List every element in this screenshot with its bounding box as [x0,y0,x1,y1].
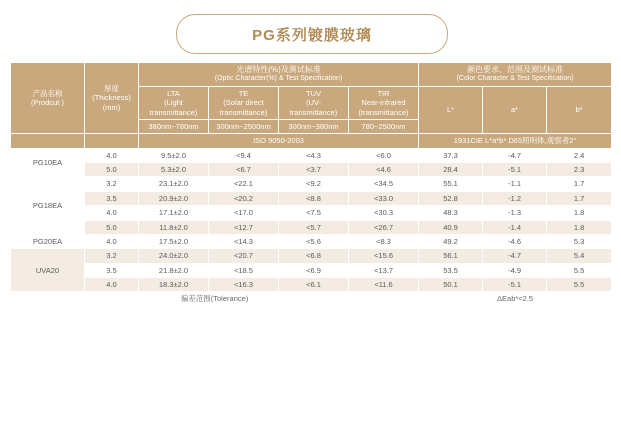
cell-a-star: -1.2 [483,191,547,205]
cell-product-name: PG10EA [11,148,85,177]
header-product [11,63,85,134]
cell-b-star: 5.4 [547,249,612,263]
cell-thickness: 3.5 [85,263,139,277]
table-row [11,278,612,292]
cell-a-star: -5.1 [483,278,547,292]
cell-lta: 17.5±2.0 [139,234,209,248]
page-title-badge [176,14,448,54]
header-row-standards [11,134,612,148]
table-body [11,148,612,292]
cell-thickness: 4.0 [85,234,139,248]
header-tuv-line1: TUV [306,88,321,98]
header-group-color [419,63,612,87]
cell-tir: <8.3 [349,234,419,248]
header-product-line1: 产品名称 [32,88,63,98]
cell-te: <17.0 [209,206,279,220]
cell-l-star: 50.1 [419,278,483,292]
cell-b-star: 2.3 [547,163,612,177]
cell-thickness: 5.0 [85,163,139,177]
cell-l-star: 37.3 [419,148,483,162]
cell-thickness: 5.0 [85,220,139,234]
cell-te: <22.1 [209,177,279,191]
cell-tir: <26.7 [349,220,419,234]
cell-te: <9.4 [209,148,279,162]
cell-thickness: 3.2 [85,249,139,263]
table-row [11,191,612,205]
table-head [11,63,612,149]
cell-lta: 5.3±2.0 [139,163,209,177]
cell-a-star: -1.4 [483,220,547,234]
cell-tir: <13.7 [349,263,419,277]
cell-tuv: <4.3 [279,148,349,162]
cell-lta: 9.5±2.0 [139,148,209,162]
cell-tuv: <7.5 [279,206,349,220]
header-lta-line1: LTA [167,88,180,98]
header-tir-line1: TIR [377,88,390,98]
table-foot [11,292,612,306]
cell-lta: 21.8±2.0 [139,263,209,277]
spec-table [10,62,612,307]
header-tir [349,86,419,119]
cell-tir: <11.6 [349,278,419,292]
header-te-line2: (Solar direct [223,98,264,108]
header-tuv-line3: transmittance) [289,107,338,117]
cell-b-star: 5.5 [547,263,612,277]
cell-product-name: PG18EA [11,177,85,235]
cell-tuv: <3.7 [279,163,349,177]
cell-lta: 17.1±2.0 [139,206,209,220]
cell-l-star: 40.9 [419,220,483,234]
cell-lta: 11.8±2.0 [139,220,209,234]
cell-te: <18.5 [209,263,279,277]
header-te-line1: TE [238,88,249,98]
cell-l-star: 52.8 [419,191,483,205]
header-tir-line2: Near-infrared [361,98,406,108]
cell-b-star: 5.5 [547,278,612,292]
header-tuv-line2: (UV- [306,98,321,108]
cell-l-star: 48.3 [419,206,483,220]
cell-a-star: -5.1 [483,163,547,177]
cell-tir: <4.6 [349,163,419,177]
header-a-star: a* [483,86,547,134]
header-tir-line3: (transmittance) [358,107,409,117]
header-lta-line2: (Light [164,98,183,108]
table-row [11,148,612,162]
cell-product-name: UVA20 [11,249,85,292]
cell-l-star: 55.1 [419,177,483,191]
cell-lta: 24.0±2.0 [139,249,209,263]
header-product-line2: (Prodcut ) [31,98,64,108]
header-te [209,86,279,119]
cell-te: <12.7 [209,220,279,234]
header-standard-spacer1 [11,134,85,148]
header-group-optic [139,63,419,87]
cell-a-star: -4.7 [483,148,547,162]
cell-thickness: 4.0 [85,206,139,220]
cell-te: <6.7 [209,163,279,177]
cell-te: <16.3 [209,278,279,292]
cell-te: <14.3 [209,234,279,248]
header-range-te: 300nm~2500nm [209,119,279,133]
cell-l-star: 56.1 [419,249,483,263]
cell-lta: 18.3±2.0 [139,278,209,292]
header-thickness [85,63,139,134]
header-standard-spacer2 [85,134,139,148]
header-range-tuv: 300nm~380nm [279,119,349,133]
cell-tuv: <9.2 [279,177,349,191]
tolerance-value: ΔEab*<2.5 [419,292,612,306]
header-group-color-cn: 颜色要求、范围及测试标准 [467,65,564,74]
cell-tuv: <6.8 [279,249,349,263]
cell-tir: <30.3 [349,206,419,220]
table-row [11,206,612,220]
cell-tir: <6.0 [349,148,419,162]
cell-a-star: -4.7 [483,249,547,263]
cell-te: <20.7 [209,249,279,263]
cell-te: <20.2 [209,191,279,205]
cell-a-star: -1.1 [483,177,547,191]
header-group-color-en: (Color Character & Test Specification) [456,75,574,82]
table-row [11,177,612,191]
header-lta-line3: transmittance) [149,107,198,117]
cell-lta: 23.1±2.0 [139,177,209,191]
header-standard-optic: ISO 9050-2003 [139,134,419,148]
cell-tuv: <5.7 [279,220,349,234]
cell-thickness: 4.0 [85,278,139,292]
cell-thickness: 4.0 [85,148,139,162]
cell-b-star: 1.8 [547,206,612,220]
header-group-optic-en: (Optic Character(%) & Test Specification) [214,75,343,82]
cell-thickness: 3.2 [85,177,139,191]
cell-b-star: 1.8 [547,220,612,234]
cell-a-star: -4.6 [483,234,547,248]
header-l-star: L* [419,86,483,134]
cell-b-star: 5.3 [547,234,612,248]
cell-a-star: -4.9 [483,263,547,277]
cell-product-name: PG20EA [11,234,85,248]
header-thickness-line3: (mm) [102,102,121,112]
header-b-star: b* [547,86,612,134]
header-group-optic-cn: 光谱特性(%)及测试标准 [236,65,321,74]
header-thickness-line2: (Thickness) [92,93,131,103]
header-range-lta: 380nm~780nm [139,119,209,133]
cell-tuv: <5.6 [279,234,349,248]
cell-thickness: 3.5 [85,191,139,205]
cell-tuv: <6.1 [279,278,349,292]
header-tuv [279,86,349,119]
table-row [11,163,612,177]
cell-tir: <34.5 [349,177,419,191]
cell-a-star: -1.3 [483,206,547,220]
header-row-groups [11,63,612,87]
header-range-tir: 780~2500nm [349,119,419,133]
table-row [11,234,612,248]
page-title: PG系列镀膜玻璃 [252,26,372,44]
header-lta [139,86,209,119]
cell-tir: <33.0 [349,191,419,205]
cell-b-star: 1.7 [547,177,612,191]
cell-l-star: 49.2 [419,234,483,248]
cell-b-star: 1.7 [547,191,612,205]
header-te-line3: transmittance) [219,107,268,117]
table-row [11,263,612,277]
cell-l-star: 53.5 [419,263,483,277]
cell-lta: 20.9±2.0 [139,191,209,205]
tolerance-row [11,292,612,306]
cell-tuv: <8.8 [279,191,349,205]
header-standard-color: 1931CIE L*a*b* D65照明体,观察者2° [419,134,612,148]
header-thickness-line1: 厚度 [104,84,119,94]
cell-b-star: 2.4 [547,148,612,162]
cell-l-star: 28.4 [419,163,483,177]
table-row [11,220,612,234]
table-row [11,249,612,263]
cell-tuv: <6.9 [279,263,349,277]
tolerance-label: 偏差范围(Tolerance) [11,292,419,306]
cell-tir: <15.6 [349,249,419,263]
